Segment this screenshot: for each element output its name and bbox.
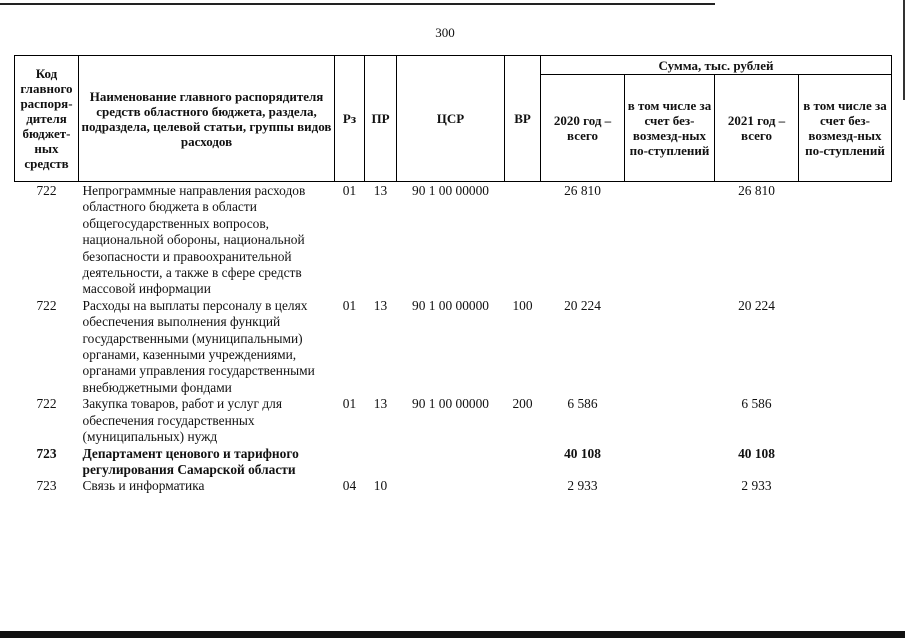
cell-name: Непрограммные направления расходов областного бюджета в области общегосударственных вопросов, национальной обороны, национальной безопасности и правоохранительной деятельности, а также в сфере средств массовой информации bbox=[82, 183, 306, 297]
cell-pr: 13 bbox=[373, 297, 388, 313]
table-row bbox=[15, 478, 892, 494]
cell-gratuitous-2020 bbox=[625, 182, 715, 298]
table-row bbox=[15, 446, 892, 479]
cell-code: 722 bbox=[36, 183, 57, 198]
cell-vr: 200 bbox=[512, 396, 533, 412]
cell-code: 723 bbox=[36, 445, 57, 461]
cell-csr: 90 1 00 00000 bbox=[412, 396, 489, 412]
cell-code: 722 bbox=[36, 396, 57, 412]
cell-sum-2020: 6 586 bbox=[567, 396, 598, 412]
cell-vr bbox=[505, 446, 541, 479]
table-row bbox=[15, 182, 892, 298]
cell-name: Закупка товаров, работ и услуг для обеспечения государственных (муниципальных) нужд bbox=[82, 396, 282, 445]
cell-csr: 90 1 00 00000 bbox=[412, 297, 489, 313]
cell-rz: 01 bbox=[342, 396, 357, 412]
cell-rz: 01 bbox=[342, 183, 357, 198]
table-row bbox=[15, 396, 892, 445]
cell-csr: 90 1 00 00000 bbox=[412, 183, 489, 198]
cell-gratuitous-2021 bbox=[799, 182, 892, 298]
cell-gratuitous-2020 bbox=[625, 446, 715, 479]
cell-pr bbox=[365, 446, 397, 479]
header-2021-gratuitous: в том числе за счет без-возмезд-ных по-ступлений bbox=[799, 75, 892, 182]
cell-sum-2020: 26 810 bbox=[564, 183, 601, 198]
cell-code: 722 bbox=[36, 297, 57, 313]
cell-sum-2021: 26 810 bbox=[738, 183, 775, 198]
table-row bbox=[15, 298, 892, 396]
cell-gratuitous-2021 bbox=[799, 298, 892, 396]
cell-pr: 13 bbox=[373, 396, 388, 412]
header-rz: Рз bbox=[335, 56, 365, 182]
cell-pr: 13 bbox=[373, 183, 388, 198]
cell-rz: 01 bbox=[342, 297, 357, 313]
cell-sum-2020: 2 933 bbox=[567, 478, 598, 494]
cell-vr bbox=[505, 478, 541, 494]
cell-gratuitous-2021 bbox=[799, 478, 892, 494]
header-2020-gratuitous: в том числе за счет без-возмезд-ных по-ступлений bbox=[625, 75, 715, 182]
cell-pr: 10 bbox=[373, 478, 388, 494]
header-pr: ПР bbox=[365, 56, 397, 182]
cell-gratuitous-2020 bbox=[625, 298, 715, 396]
cell-sum-2020: 20 224 bbox=[564, 297, 601, 313]
header-2021-total: 2021 год – всего bbox=[715, 75, 799, 182]
cell-name: Связь и информатика bbox=[82, 478, 205, 494]
cell-sum-2021: 6 586 bbox=[741, 396, 772, 412]
cell-sum-2021: 2 933 bbox=[741, 478, 772, 494]
cell-gratuitous-2021 bbox=[799, 396, 892, 445]
budget-table bbox=[14, 55, 892, 495]
header-sum: Сумма, тыс. рублей bbox=[541, 56, 892, 75]
header-vr: ВР bbox=[505, 56, 541, 182]
cell-vr bbox=[505, 182, 541, 298]
cell-rz: 04 bbox=[342, 478, 357, 494]
bottom-rule bbox=[0, 631, 905, 638]
cell-rz bbox=[335, 446, 365, 479]
cell-code: 723 bbox=[36, 478, 57, 494]
header-2020-total: 2020 год – всего bbox=[541, 75, 625, 182]
header-csr: ЦСР bbox=[397, 56, 505, 182]
cell-sum-2021: 20 224 bbox=[738, 297, 775, 313]
header-name: Наименование главного распорядителя средств областного бюджета, раздела, подраздела, целевой статьи, группы видов расходов bbox=[79, 56, 335, 182]
cell-sum-2020: 40 108 bbox=[564, 445, 601, 461]
cell-vr: 100 bbox=[512, 297, 533, 313]
cell-gratuitous-2020 bbox=[625, 478, 715, 494]
cell-name: Департамент ценового и тарифного регулирования Самарской области bbox=[82, 445, 299, 477]
top-rule bbox=[0, 3, 715, 5]
cell-csr bbox=[397, 478, 505, 494]
cell-gratuitous-2021 bbox=[799, 446, 892, 479]
cell-gratuitous-2020 bbox=[625, 396, 715, 445]
header-code: Код главного распоря-дителя бюджет-ных средств bbox=[15, 56, 79, 182]
page-number: 300 bbox=[435, 25, 455, 40]
cell-sum-2021: 40 108 bbox=[738, 445, 775, 461]
cell-csr bbox=[397, 446, 505, 479]
cell-name: Расходы на выплаты персоналу в целях обеспечения выполнения функций государственными (муниципальными) органами, казенными учреждениями, органами управления государственными внебюджетными фондами bbox=[82, 297, 315, 395]
